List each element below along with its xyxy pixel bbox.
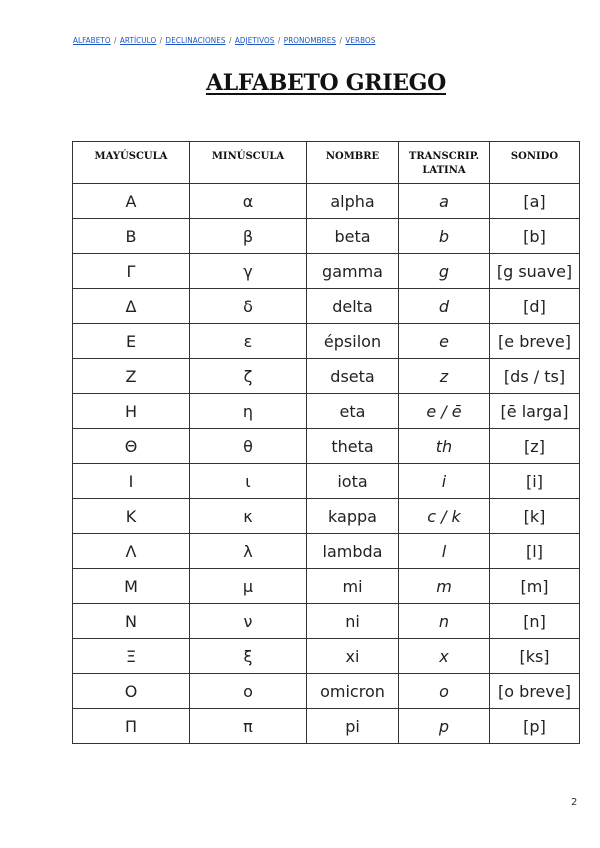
- lowercase-cell: ξ: [190, 639, 307, 674]
- transliteration-cell: p: [399, 709, 490, 744]
- name-cell: gamma: [307, 254, 399, 289]
- uppercase-cell: Β: [73, 219, 190, 254]
- name-cell: xi: [307, 639, 399, 674]
- lowercase-cell: δ: [190, 289, 307, 324]
- sound-cell: [a]: [490, 184, 580, 219]
- breadcrumb-separator: /: [157, 36, 165, 45]
- sound-cell: [n]: [490, 604, 580, 639]
- name-cell: omicron: [307, 674, 399, 709]
- breadcrumb-link-declinaciones[interactable]: DECLINACIONES: [165, 36, 226, 45]
- breadcrumb-separator: /: [226, 36, 234, 45]
- table-body: [73, 184, 580, 744]
- name-cell: kappa: [307, 499, 399, 534]
- breadcrumb-link-verbos[interactable]: VERBOS: [345, 36, 376, 45]
- uppercase-cell: Ν: [73, 604, 190, 639]
- uppercase-cell: Θ: [73, 429, 190, 464]
- lowercase-cell: θ: [190, 429, 307, 464]
- name-cell: eta: [307, 394, 399, 429]
- table-row: [73, 604, 580, 639]
- greek-alphabet-table: [72, 141, 580, 744]
- column-header: TRANSCRIP. LATINA: [399, 142, 490, 184]
- uppercase-cell: Η: [73, 394, 190, 429]
- table-row: [73, 289, 580, 324]
- transliteration-cell: d: [399, 289, 490, 324]
- uppercase-cell: Κ: [73, 499, 190, 534]
- table-row: [73, 464, 580, 499]
- table-row: [73, 219, 580, 254]
- sound-cell: [d]: [490, 289, 580, 324]
- breadcrumb-link-adjetivos[interactable]: ADJETIVOS: [234, 36, 275, 45]
- lowercase-cell: ν: [190, 604, 307, 639]
- breadcrumb-separator: /: [337, 36, 345, 45]
- sound-cell: [ks]: [490, 639, 580, 674]
- transliteration-cell: x: [399, 639, 490, 674]
- lowercase-cell: γ: [190, 254, 307, 289]
- lowercase-cell: ο: [190, 674, 307, 709]
- sound-cell: [m]: [490, 569, 580, 604]
- breadcrumb-separator: /: [275, 36, 283, 45]
- page-number: 2: [571, 797, 578, 808]
- name-cell: iota: [307, 464, 399, 499]
- uppercase-cell: Α: [73, 184, 190, 219]
- table-row: [73, 674, 580, 709]
- name-cell: pi: [307, 709, 399, 744]
- uppercase-cell: Γ: [73, 254, 190, 289]
- name-cell: mi: [307, 569, 399, 604]
- table-row: [73, 569, 580, 604]
- transliteration-cell: e / ē: [399, 394, 490, 429]
- table-row: [73, 254, 580, 289]
- sound-cell: [p]: [490, 709, 580, 744]
- sound-cell: [z]: [490, 429, 580, 464]
- name-cell: beta: [307, 219, 399, 254]
- column-header: MAYÚSCULA: [73, 142, 190, 184]
- name-cell: dseta: [307, 359, 399, 394]
- breadcrumb-link-alfabeto[interactable]: ALFABETO: [73, 36, 111, 45]
- table-row: [73, 324, 580, 359]
- name-cell: theta: [307, 429, 399, 464]
- name-cell: alpha: [307, 184, 399, 219]
- lowercase-cell: ι: [190, 464, 307, 499]
- sound-cell: [ds / ts]: [490, 359, 580, 394]
- column-header: SONIDO: [490, 142, 580, 184]
- breadcrumb-link-pronombres[interactable]: PRONOMBRES: [283, 36, 337, 45]
- lowercase-cell: κ: [190, 499, 307, 534]
- sound-cell: [e breve]: [490, 324, 580, 359]
- transliteration-cell: i: [399, 464, 490, 499]
- lowercase-cell: λ: [190, 534, 307, 569]
- transliteration-cell: o: [399, 674, 490, 709]
- lowercase-cell: β: [190, 219, 307, 254]
- transliteration-cell: g: [399, 254, 490, 289]
- transliteration-cell: th: [399, 429, 490, 464]
- lowercase-cell: η: [190, 394, 307, 429]
- transliteration-cell: l: [399, 534, 490, 569]
- sound-cell: [i]: [490, 464, 580, 499]
- transliteration-cell: a: [399, 184, 490, 219]
- table-row: [73, 709, 580, 744]
- page-title: ALFABETO GRIEGO: [205, 70, 447, 96]
- table-row: [73, 429, 580, 464]
- table-row: [73, 499, 580, 534]
- sound-cell: [o breve]: [490, 674, 580, 709]
- sound-cell: [ē larga]: [490, 394, 580, 429]
- name-cell: épsilon: [307, 324, 399, 359]
- name-cell: ni: [307, 604, 399, 639]
- transliteration-cell: m: [399, 569, 490, 604]
- uppercase-cell: Ο: [73, 674, 190, 709]
- transliteration-cell: c / k: [399, 499, 490, 534]
- table-row: [73, 394, 580, 429]
- table-header-row: [73, 142, 580, 184]
- lowercase-cell: μ: [190, 569, 307, 604]
- uppercase-cell: Ξ: [73, 639, 190, 674]
- lowercase-cell: ε: [190, 324, 307, 359]
- uppercase-cell: Δ: [73, 289, 190, 324]
- table-row: [73, 359, 580, 394]
- column-header: NOMBRE: [307, 142, 399, 184]
- sound-cell: [b]: [490, 219, 580, 254]
- breadcrumb: [73, 36, 375, 45]
- lowercase-cell: π: [190, 709, 307, 744]
- uppercase-cell: Μ: [73, 569, 190, 604]
- lowercase-cell: α: [190, 184, 307, 219]
- transliteration-cell: n: [399, 604, 490, 639]
- breadcrumb-link-artículo[interactable]: ARTÍCULO: [119, 36, 157, 45]
- uppercase-cell: Ε: [73, 324, 190, 359]
- uppercase-cell: Λ: [73, 534, 190, 569]
- table-row: [73, 184, 580, 219]
- name-cell: lambda: [307, 534, 399, 569]
- uppercase-cell: Π: [73, 709, 190, 744]
- sound-cell: [k]: [490, 499, 580, 534]
- breadcrumb-separator: /: [111, 36, 119, 45]
- sound-cell: [l]: [490, 534, 580, 569]
- sound-cell: [g suave]: [490, 254, 580, 289]
- uppercase-cell: Ι: [73, 464, 190, 499]
- transliteration-cell: z: [399, 359, 490, 394]
- lowercase-cell: ζ: [190, 359, 307, 394]
- uppercase-cell: Ζ: [73, 359, 190, 394]
- transliteration-cell: e: [399, 324, 490, 359]
- table-row: [73, 639, 580, 674]
- column-header: MINÚSCULA: [190, 142, 307, 184]
- table-row: [73, 534, 580, 569]
- name-cell: delta: [307, 289, 399, 324]
- transliteration-cell: b: [399, 219, 490, 254]
